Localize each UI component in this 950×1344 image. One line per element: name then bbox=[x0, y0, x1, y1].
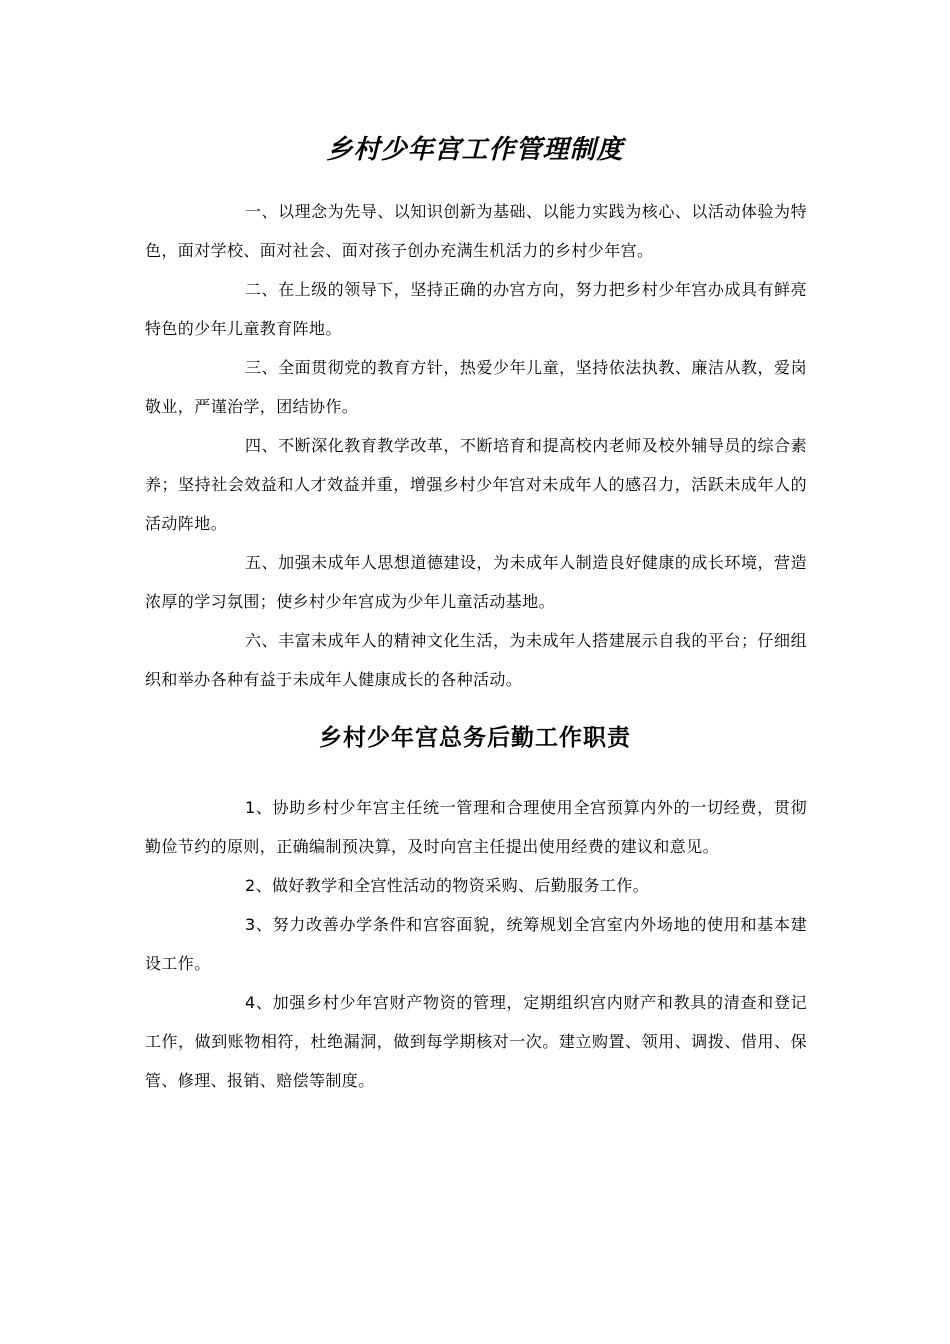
rule-paragraph-3: 三、全面贯彻党的教育方针，热爱少年儿童，坚持依法执教、廉洁从教，爱岗敬业，严谨治学，团结协作。 bbox=[145, 358, 807, 416]
duty-paragraph-1: 1、协助乡村少年宫主任统一管理和合理使用全宫预算内外的一切经费，贯彻勤俭节约的原则，正确编制预决算，及时向宫主任提出使用经费的建议和意见。 bbox=[145, 798, 807, 856]
document-title-management-rules: 乡村少年宫工作管理制度 bbox=[326, 135, 624, 165]
rule-paragraph-4: 四、不断深化教育教学改革，不断培育和提高校内老师及校外辅导员的综合素养；坚持社会效益和人才效益并重，增强乡村少年宫对未成年人的感召力，活跃未成年人的活动阵地。 bbox=[145, 436, 807, 533]
rule-paragraph-6: 六、丰富未成年人的精神文化生活，为未成年人搭建展示自我的平台；仔细组织和举办各种有益于未成年人健康成长的各种活动。 bbox=[145, 631, 807, 689]
rule-paragraph-1: 一、以理念为先导、以知识创新为基础、以能力实践为核心、以活动体验为特色，面对学校、面对社会、面对孩子创办充满生机活力的乡村少年宫。 bbox=[145, 202, 807, 260]
duty-paragraph-4: 4、加强乡村少年宫财产物资的管理，定期组织宫内财产和教具的清查和登记工作，做到账物相符，杜绝漏洞，做到每学期核对一次。建立购置、领用、调拨、借用、保管、修理、报销、赔偿等制度。 bbox=[145, 993, 807, 1090]
document-title-logistics-duties: 乡村少年宫总务后勤工作职责 bbox=[319, 725, 631, 751]
logistics-duties-section bbox=[145, 788, 807, 1100]
management-rules-section bbox=[145, 192, 807, 699]
rule-paragraph-5: 五、加强未成年人思想道德建设，为未成年人制造良好健康的成长环境，营造浓厚的学习氛围；使乡村少年宫成为少年儿童活动基地。 bbox=[145, 553, 807, 611]
duty-paragraph-3: 3、努力改善办学条件和宫容面貌，统筹规划全宫室内外场地的使用和基本建设工作。 bbox=[145, 915, 807, 973]
duty-paragraph-2: 2、做好教学和全宫性活动的物资采购、后勤服务工作。 bbox=[245, 876, 650, 895]
rule-paragraph-2: 二、在上级的领导下，坚持正确的办宫方向，努力把乡村少年宫办成具有鲜亮特色的少年儿童教育阵地。 bbox=[145, 280, 807, 338]
